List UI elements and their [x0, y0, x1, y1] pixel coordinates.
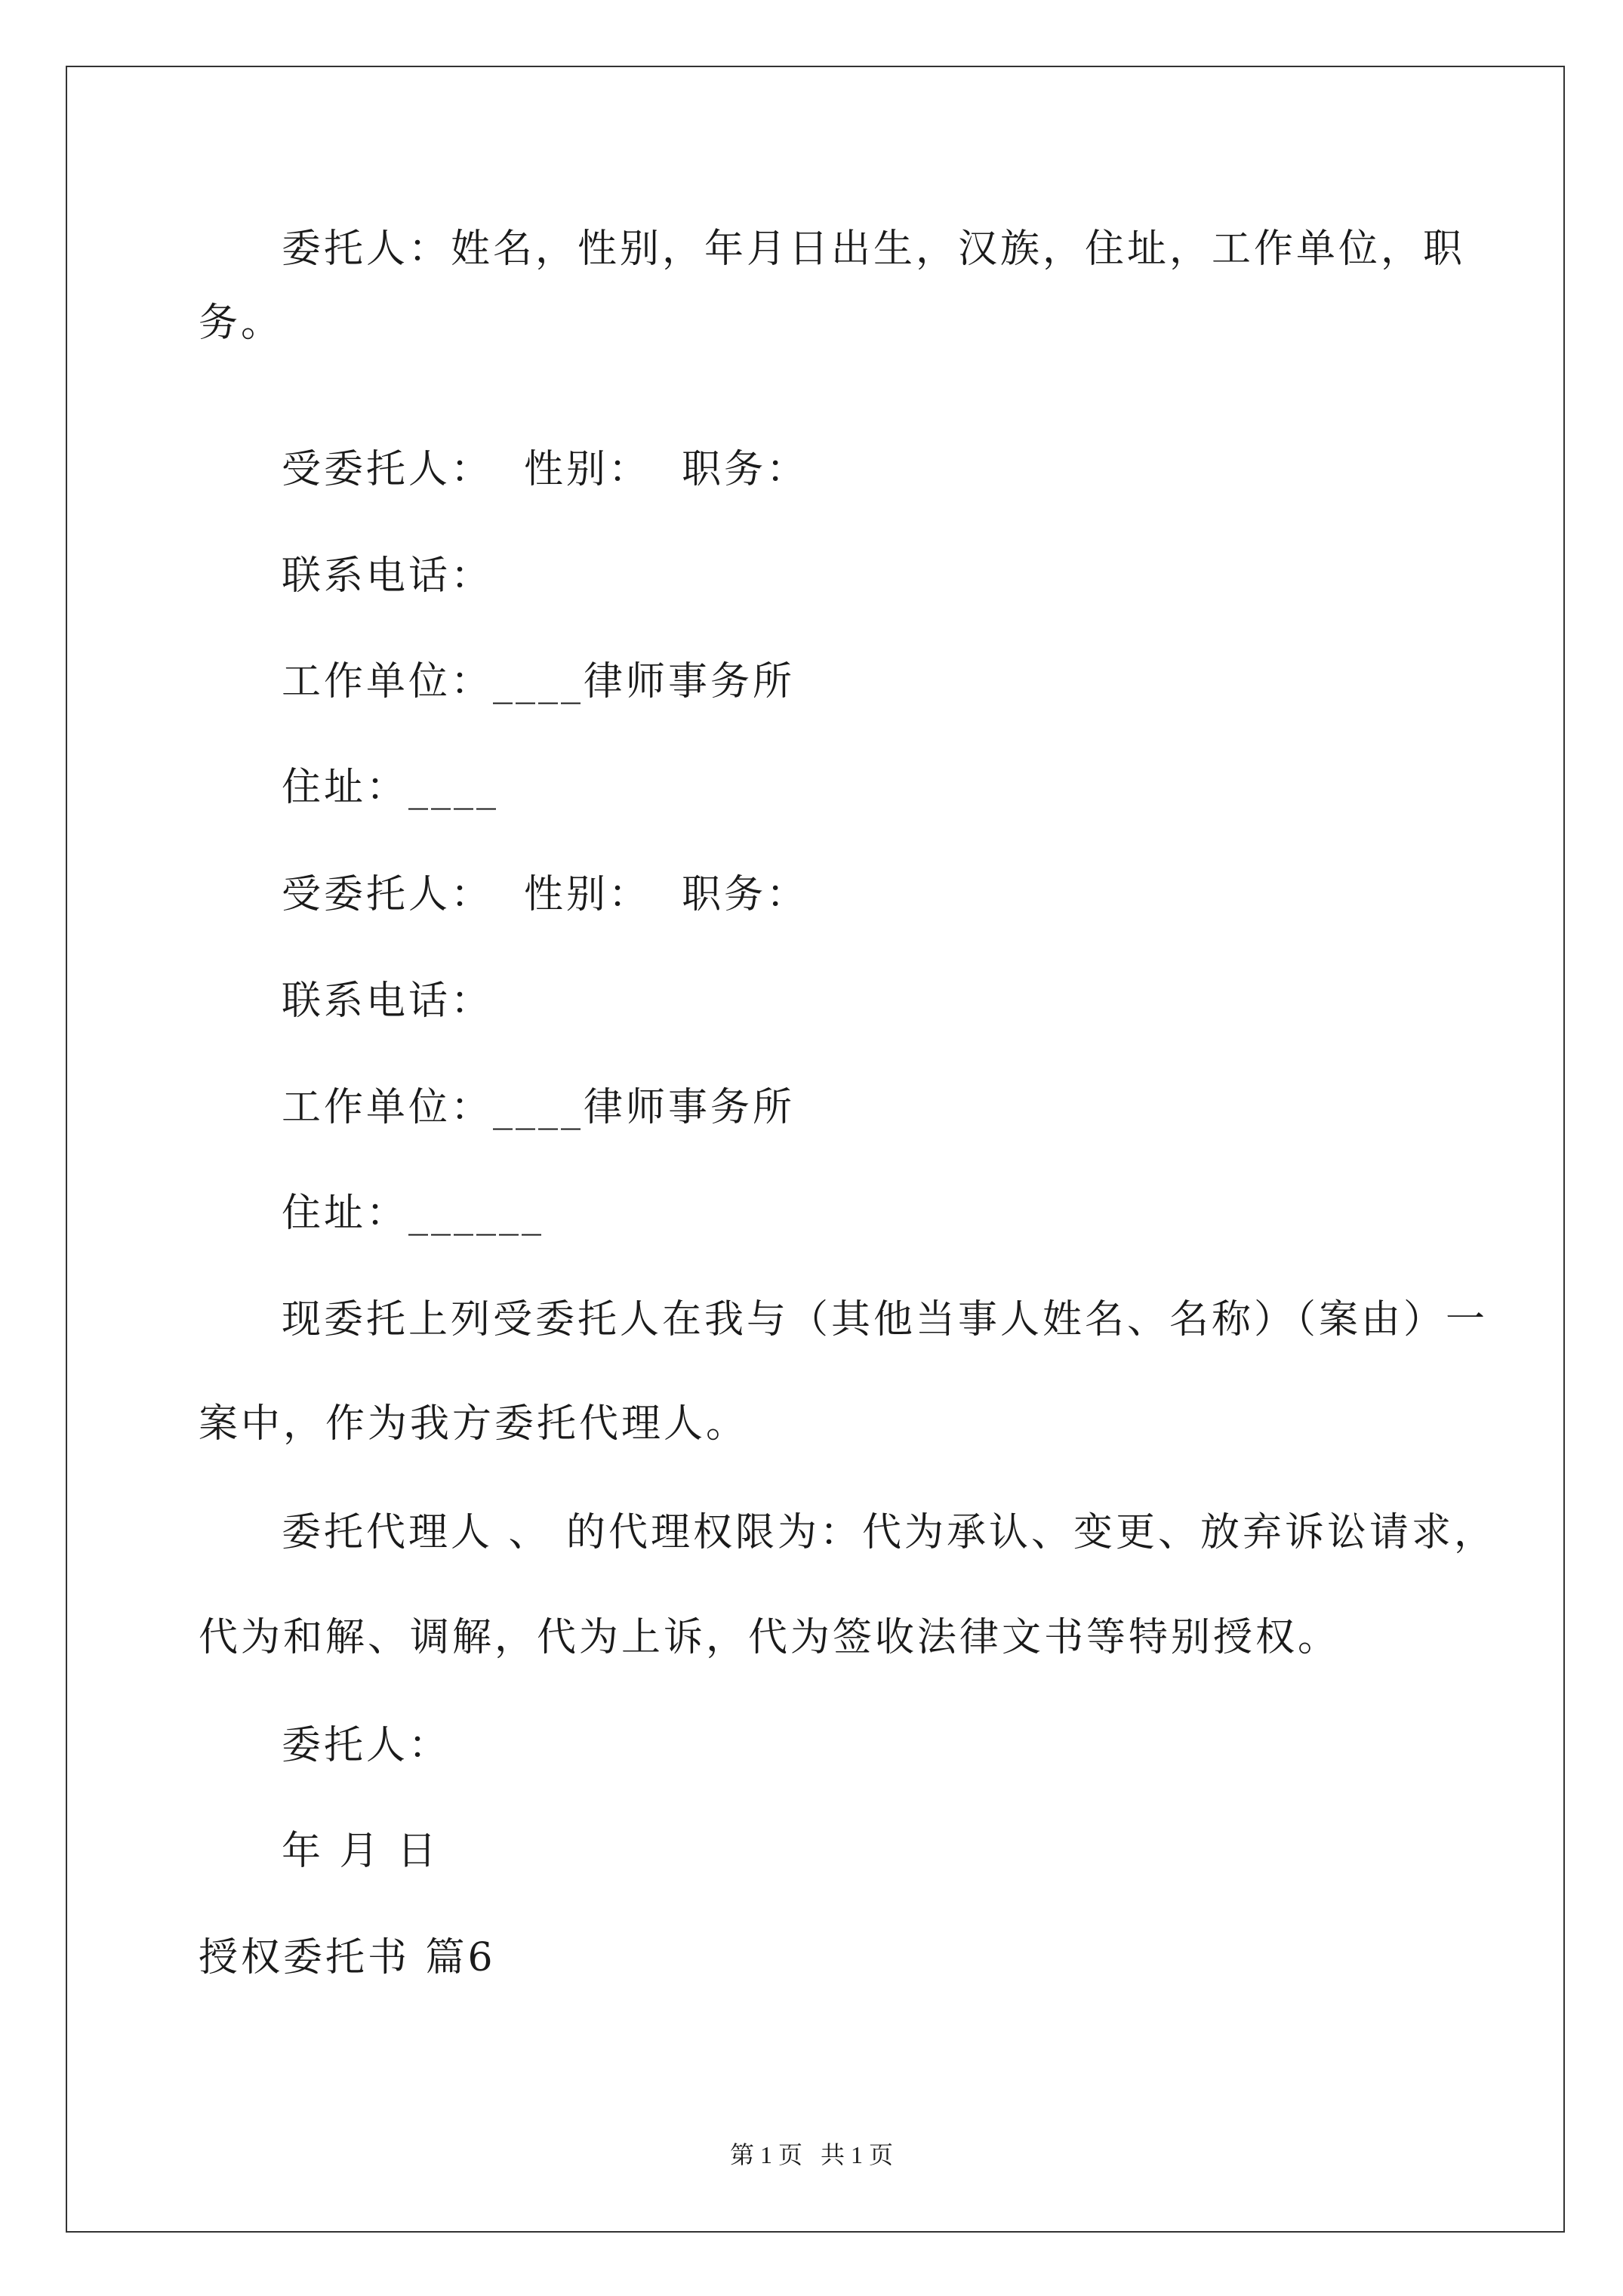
text-line: 案中，作为我方委托代理人。	[199, 1401, 749, 1447]
text-line: 工作单位：____律师事务所	[282, 659, 796, 704]
text-line: 代为和解、调解，代为上诉，代为签收法律文书等特别授权。	[199, 1615, 1341, 1660]
page-frame	[66, 66, 1565, 2233]
page-number-footer: 第 1 页 共 1 页	[729, 2141, 893, 2168]
section-heading: 授权委托书 篇6	[199, 1935, 496, 1980]
text-line: 务。	[199, 300, 284, 346]
text-line: 联系电话：	[282, 978, 494, 1024]
text-line: 年 月 日	[282, 1829, 440, 1874]
text-line: 工作单位：____律师事务所	[282, 1085, 796, 1130]
text-line: 住址：____	[282, 765, 500, 810]
text-line: 受委托人： 性别： 职务：	[282, 447, 809, 492]
text-line: 受委托人： 性别： 职务：	[282, 872, 809, 917]
text-line: 委托人：姓名，性别，年月日出生，汉族，住址，工作单位，职	[282, 227, 1466, 272]
text-line: 委托代理人 、 的代理权限为：代为承认、变更、放弃诉讼请求，	[282, 1510, 1497, 1555]
text-line: 现委托上列受委托人在我与（其他当事人姓名、名称）（案由）一	[282, 1297, 1489, 1342]
text-line: 联系电话：	[282, 553, 494, 599]
text-line: 委托人：	[282, 1723, 451, 1768]
text-line: 住址：______	[282, 1191, 545, 1236]
